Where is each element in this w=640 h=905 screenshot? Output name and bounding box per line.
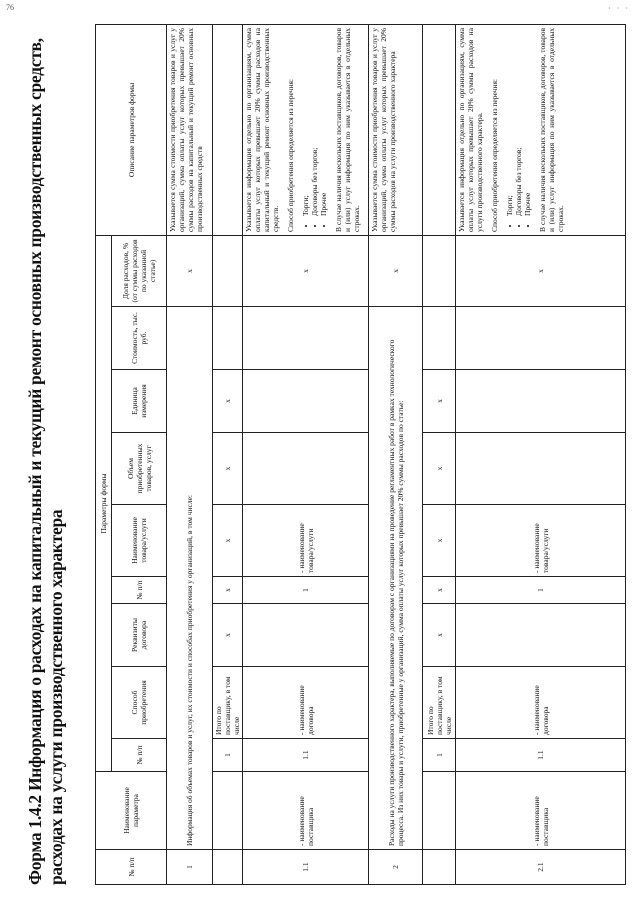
row-sub-num-2: x <box>423 577 456 604</box>
row-sub-num-2: 1 <box>456 577 626 604</box>
list-item: • Договоры без торгов; <box>310 28 319 216</box>
form-title-line-2: расходах на услуги производственного характера <box>46 509 66 885</box>
header-description: Описание параметров формы <box>96 24 167 235</box>
row-num: 2.1 <box>456 850 626 885</box>
header-sub-num: № п/п <box>112 739 167 772</box>
row-requisites: x <box>423 604 456 667</box>
table-row <box>369 24 423 884</box>
header-group-row <box>96 24 112 884</box>
row-param: - наименование поставщика <box>243 772 369 850</box>
row-num: 1 <box>167 850 213 885</box>
description-paragraph: Указывается информация отдельно по организациям, сумма оплаты услуг которых превышает 20% суммы расходов на услуги производственного характера. <box>457 27 484 232</box>
form-table <box>95 24 626 885</box>
corner-mark: · · · <box>608 4 630 13</box>
row-sub-num-2: x <box>213 577 243 604</box>
row-volume: x <box>423 433 456 505</box>
row-description <box>456 24 626 235</box>
row-goods-name: x <box>423 505 456 577</box>
row-unit: x <box>213 370 243 433</box>
row-description <box>167 24 213 235</box>
rotated-landscape-page <box>25 25 610 885</box>
description-paragraph: Способ приобретения определяется из перечня: <box>490 79 499 232</box>
row-sub-num: 1 <box>423 739 456 772</box>
row-num: 2 <box>369 850 423 885</box>
row-sub-num-2: 1 <box>243 577 369 604</box>
form-title <box>25 25 67 885</box>
list-item: • Договоры без торгов; <box>514 28 523 216</box>
row-param: - наименование поставщика <box>456 772 626 850</box>
row-sub-num: 1.1 <box>243 739 369 772</box>
page-number: 76 <box>6 3 14 12</box>
header-sub-num-2: № п/п <box>112 577 167 604</box>
row-share: x <box>456 235 626 306</box>
row-sub-num: 1.1 <box>456 739 626 772</box>
header-method: Способ приобретения <box>112 667 167 739</box>
description-paragraph: Способ приобретения определяется из перечня: <box>286 79 295 232</box>
description-paragraph: В случае наличия нескольких поставщиков, договоров, товаров и (или) услуг информация по ним указывается в отдельных строках. <box>538 27 565 232</box>
row-method: Итого по поставщику, в том числе <box>423 667 456 739</box>
description-paragraph: Указывается сумма стоимости приобретения товаров и услуг у организаций, сумма оплаты услуг которых превышает 20% суммы расходов на капитальный и текущий ремонт основных производственных средств <box>168 27 204 232</box>
row-goods-name: - наименование товара/услуги <box>456 505 626 577</box>
description-paragraph: В случае наличия нескольких поставщиков, договоров, товаров и (или) услуг информация по ним указывается в отдельных строках. <box>334 27 361 232</box>
header-unit: Единица измерения <box>112 370 167 433</box>
row-goods-name: - наименование товара/услуги <box>243 505 369 577</box>
list-item: • Торги; <box>505 28 514 216</box>
table-row <box>423 24 456 884</box>
table-row <box>167 24 213 884</box>
row-description <box>369 24 423 235</box>
table-row <box>213 24 243 884</box>
row-volume: x <box>213 433 243 505</box>
header-goods-name: Наименование товара/услуги <box>112 505 167 577</box>
table-row <box>456 24 626 884</box>
row-description <box>243 24 369 235</box>
row-method: - наименование договора <box>243 667 369 739</box>
header-share: Доля расходов, % (от суммы расходов по указанной статье) <box>112 235 167 306</box>
header-form-params: Параметры формы <box>96 235 112 771</box>
method-list <box>505 28 532 232</box>
row-unit: x <box>423 370 456 433</box>
header-param: Наименование параметра <box>96 772 167 850</box>
table-row <box>243 24 369 884</box>
row-method: - наименование договора <box>456 667 626 739</box>
list-item: • Прочее <box>523 28 532 216</box>
row-goods-name: x <box>213 505 243 577</box>
row-share: x <box>369 235 423 306</box>
row-param-text: Информация об объемах товаров и услуг, их стоимости и способах приобретения у организаций, в том числе: <box>167 307 213 850</box>
description-paragraph: Указывается сумма стоимости приобретения товаров и услуг у организаций, сумма оплаты услуг которых превышает 20% суммы расходов на услуги производственного характера <box>370 27 397 232</box>
header-requisites: Реквизиты договора <box>112 604 167 667</box>
row-param-text: Расходы на услуги производственного характера, выполняемые по договорам с организациями на проведение регламентных работ в рамках технологического процесса. Из них товары и услуги, приобретенные у организаций, сумма оплаты услуг которых превышает 20% суммы расходов по статье: <box>369 307 423 850</box>
method-list <box>301 28 328 232</box>
list-item: • Торги; <box>301 28 310 216</box>
header-volume: Объем приобретенных товаров, услуг <box>112 433 167 505</box>
header-num: № п/п <box>96 850 167 885</box>
row-requisites: x <box>213 604 243 667</box>
description-paragraph: Указывается информация отдельно по организациям, сумма оплаты услуг которых превышает 20% суммы расходов на капитальный и текущий ремонт основных производственных средств. <box>244 27 280 232</box>
header-cost: Стоимость, тыс. руб. <box>112 307 167 370</box>
row-sub-num: 1 <box>213 739 243 772</box>
row-num: 1.1 <box>243 850 369 885</box>
row-share: x <box>167 235 213 306</box>
list-item: • Прочее <box>319 28 328 216</box>
row-method: Итого по поставщику, в том числе <box>213 667 243 739</box>
row-share: x <box>243 235 369 306</box>
form-title-line-1: Форма 1.4.2 Информация о расходах на капитальный и текущий ремонт основных производственных средств, <box>25 38 45 885</box>
